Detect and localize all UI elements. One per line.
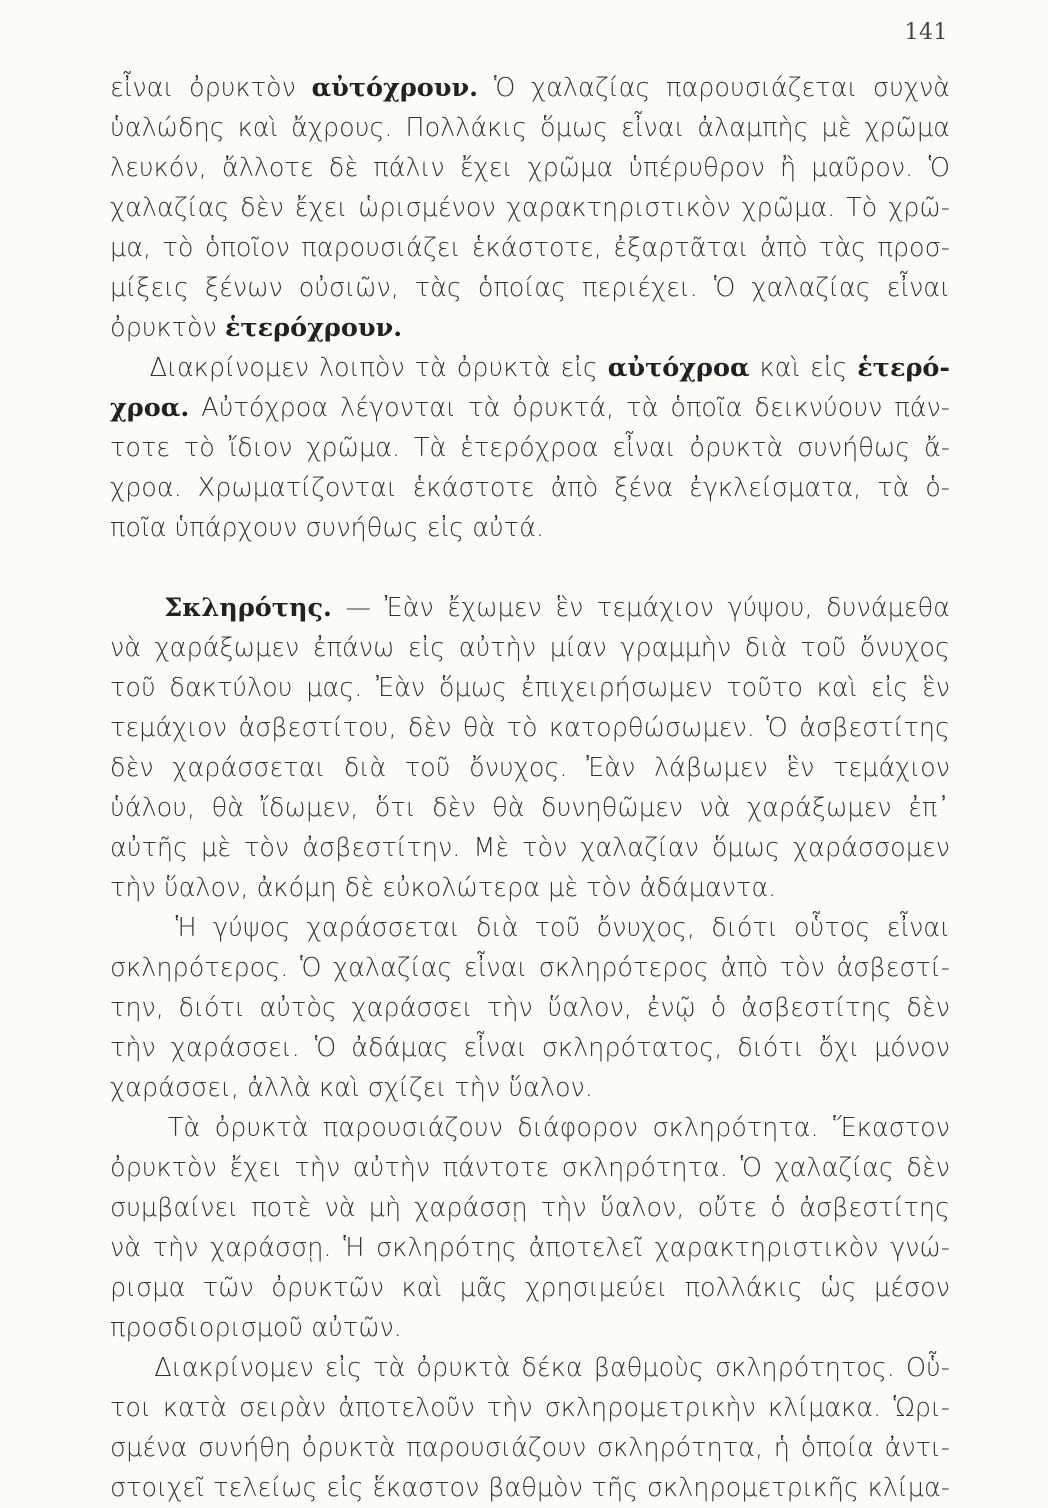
text-line bbox=[110, 588, 950, 628]
text-segment: αὐτῆς μὲ τὸν ἀσβεστίτην. Μὲ τὸν χαλαζίαν ὅμως χαράσσομεν bbox=[110, 833, 950, 863]
text-segment: σκληρότερος. Ὁ χαλαζίας εἶναι σκληρότερος ἀπὸ τὸν ἀσβεστί- bbox=[110, 953, 950, 983]
text-line bbox=[110, 428, 950, 468]
bold-term: χροα. bbox=[110, 393, 190, 423]
text-line bbox=[110, 1428, 950, 1468]
text-line bbox=[110, 1068, 950, 1108]
paragraph bbox=[110, 348, 950, 548]
text-line bbox=[110, 1188, 950, 1228]
text-segment: ὑάλου, θὰ ἴδωμεν, ὅτι δὲν θὰ δυνηθῶμεν νὰ χαράξωμεν ἐπ᾽ bbox=[110, 793, 950, 823]
bold-term: αὐτόχροα bbox=[607, 353, 750, 383]
text-line bbox=[110, 1148, 950, 1188]
text-line bbox=[110, 1468, 950, 1508]
text-segment: δὲν χαράσσεται διὰ τοῦ ὄνυχος. Ἐὰν λάβωμεν ἓν τεμάχιον bbox=[110, 753, 950, 783]
text-line bbox=[110, 948, 950, 988]
paragraph-gap bbox=[110, 548, 950, 588]
text-segment bbox=[110, 593, 164, 623]
text-line bbox=[110, 468, 950, 508]
text-segment: Τὰ ὀρυκτὰ παρουσιάζουν διάφορον σκληρότητα. Ἕκαστον bbox=[110, 1113, 950, 1143]
text-segment: συμβαίνει ποτὲ νὰ μὴ χαράσσῃ τὴν ὕαλον, οὔτε ὁ ἀσβεστίτης bbox=[110, 1193, 950, 1223]
text-line bbox=[110, 308, 950, 348]
text-segment: Αὐτόχροα λέγονται τὰ ὀρυκτά, τὰ ὁποῖα δεικνύουν πάν- bbox=[189, 393, 950, 423]
text-line bbox=[110, 148, 950, 188]
text-segment: τοῦ δακτύλου μας. Ἐὰν ὅμως ἐπιχειρήσωμεν τοῦτο καὶ εἰς ἓν bbox=[110, 673, 950, 703]
text-line bbox=[110, 868, 950, 908]
text-line bbox=[110, 1348, 950, 1388]
text-line bbox=[110, 1028, 950, 1068]
text-segment: τοι κατὰ σειρὰν ἀποτελοῦν τὴν σκληρομετρικὴν κλίμακα. Ὡρι- bbox=[110, 1393, 950, 1423]
text-segment: χροα. Χρωματίζονται ἑκάστοτε ἀπὸ ξένα ἐγκλείσματα, τὰ ὁ- bbox=[110, 473, 950, 503]
text-segment: τοτε τὸ ἴδιον χρῶμα. Τὰ ἑτερόχροα εἶναι ὀρυκτὰ συνήθως ἄ- bbox=[110, 433, 950, 463]
body-text bbox=[110, 68, 950, 1508]
text-line bbox=[110, 668, 950, 708]
text-segment: Ὁ χαλαζίας παρουσιάζεται συχνὰ bbox=[478, 73, 950, 103]
text-line bbox=[110, 268, 950, 308]
text-segment: νὰ τὴν χαράσσῃ. Ἡ σκληρότης ἀποτελεῖ χαρακτηριστικὸν γνώ- bbox=[110, 1233, 950, 1263]
text-segment: στοιχεῖ τελείως εἰς ἕκαστον βαθμὸν τῆς σκληρομετρικῆς κλίμα- bbox=[110, 1473, 950, 1503]
text-segment: σμένα συνήθη ὀρυκτὰ παρουσιάζουν σκληρότητα, ἡ ὁποία ἀντι- bbox=[110, 1433, 950, 1463]
text-line bbox=[110, 708, 950, 748]
text-segment: ὀρυκτὸν ἔχει τὴν αὐτὴν πάντοτε σκληρότητα. Ὁ χαλαζίας δὲν bbox=[110, 1153, 950, 1183]
text-segment: την, διότι αὐτὸς χαράσσει τὴν ὕαλον, ἐνῷ ὁ ἀσβεστίτης δὲν bbox=[110, 993, 950, 1023]
page-number: 141 bbox=[904, 20, 948, 45]
text-segment: ὑαλώδης καὶ ἄχρους. Πολλάκις ὅμως εἶναι ἀλαμπὴς μὲ χρῶμα bbox=[110, 113, 950, 143]
paragraph bbox=[110, 588, 950, 908]
text-line bbox=[110, 828, 950, 868]
text-segment: νὰ χαράξωμεν ἐπάνω εἰς αὐτὴν μίαν γραμμὴν διὰ τοῦ ὄνυχος bbox=[110, 633, 950, 663]
text-segment: προσδιορισμοῦ αὐτῶν. bbox=[110, 1313, 402, 1343]
text-line bbox=[110, 1108, 950, 1148]
text-line bbox=[110, 908, 950, 948]
text-line bbox=[110, 788, 950, 828]
text-segment: Διακρίνομεν λοιπὸν τὰ ὀρυκτὰ εἰς bbox=[110, 353, 608, 383]
text-line bbox=[110, 348, 950, 388]
text-segment: Διακρίνομεν εἰς τὰ ὀρυκτὰ δέκα βαθμοὺς σκληρότητος. Οὗ- bbox=[110, 1353, 950, 1383]
text-segment: Ἡ γύψος χαράσσεται διὰ τοῦ ὄνυχος, διότι οὗτος εἶναι bbox=[110, 913, 950, 943]
text-segment: τεμάχιον ἀσβεστίτου, δὲν θὰ τὸ κατορθώσωμεν. Ὁ ἀσβεστίτης bbox=[110, 713, 950, 743]
bold-term: Σκληρότης. bbox=[164, 593, 332, 623]
paragraph bbox=[110, 1108, 950, 1348]
bold-term: ἑτερό- bbox=[857, 353, 950, 383]
text-line bbox=[110, 508, 950, 548]
bold-term: αὐτόχρουν. bbox=[311, 73, 479, 103]
text-segment: τὴν ὕαλον, ἀκόμη δὲ εὐκολώτερα μὲ τὸν ἀδάμαντα. bbox=[110, 873, 777, 903]
text-segment: λευκόν, ἄλλοτε δὲ πάλιν ἔχει χρῶμα ὑπέρυθρον ἢ μαῦρον. Ὁ bbox=[110, 153, 950, 183]
text-line bbox=[110, 628, 950, 668]
text-line bbox=[110, 388, 950, 428]
text-segment: χαλαζίας δὲν ἔχει ὡρισμένον χαρακτηριστικὸν χρῶμα. Τὸ χρῶ- bbox=[110, 193, 950, 223]
text-line bbox=[110, 988, 950, 1028]
text-line bbox=[110, 1228, 950, 1268]
text-line bbox=[110, 228, 950, 268]
bold-term: ἑτερόχρουν. bbox=[225, 313, 403, 343]
text-segment: μίξεις ξένων οὐσιῶν, τὰς ὁποίας περιέχει. Ὁ χαλαζίας εἶναι bbox=[110, 273, 950, 303]
text-segment: — Ἐὰν ἔχωμεν ἓν τεμάχιον γύψου, δυνάμεθα bbox=[331, 593, 950, 623]
text-line bbox=[110, 1308, 950, 1348]
text-segment: καὶ εἰς bbox=[749, 353, 858, 383]
paragraph bbox=[110, 1348, 950, 1508]
text-segment: ποῖα ὑπάρχουν συνήθως εἰς αὐτά. bbox=[110, 513, 545, 543]
text-segment: χαράσσει, ἀλλὰ καὶ σχίζει τὴν ὕαλον. bbox=[110, 1073, 593, 1103]
paragraph bbox=[110, 68, 950, 348]
text-line bbox=[110, 1388, 950, 1428]
text-segment: εἶναι ὀρυκτὸν bbox=[110, 73, 312, 103]
text-segment: μα, τὸ ὁποῖον παρουσιάζει ἑκάστοτε, ἐξαρτᾶται ἀπὸ τὰς προσ- bbox=[110, 233, 950, 263]
text-line bbox=[110, 188, 950, 228]
text-segment: τὴν χαράσσει. Ὁ ἀδάμας εἶναι σκληρότατος, διότι ὄχι μόνον bbox=[110, 1033, 950, 1063]
text-segment: ρισμα τῶν ὀρυκτῶν καὶ μᾶς χρησιμεύει πολλάκις ὡς μέσον bbox=[110, 1273, 950, 1303]
text-line bbox=[110, 748, 950, 788]
text-line bbox=[110, 68, 950, 108]
text-line bbox=[110, 108, 950, 148]
text-line bbox=[110, 1268, 950, 1308]
paragraph bbox=[110, 908, 950, 1108]
text-segment: ὀρυκτὸν bbox=[110, 313, 225, 343]
